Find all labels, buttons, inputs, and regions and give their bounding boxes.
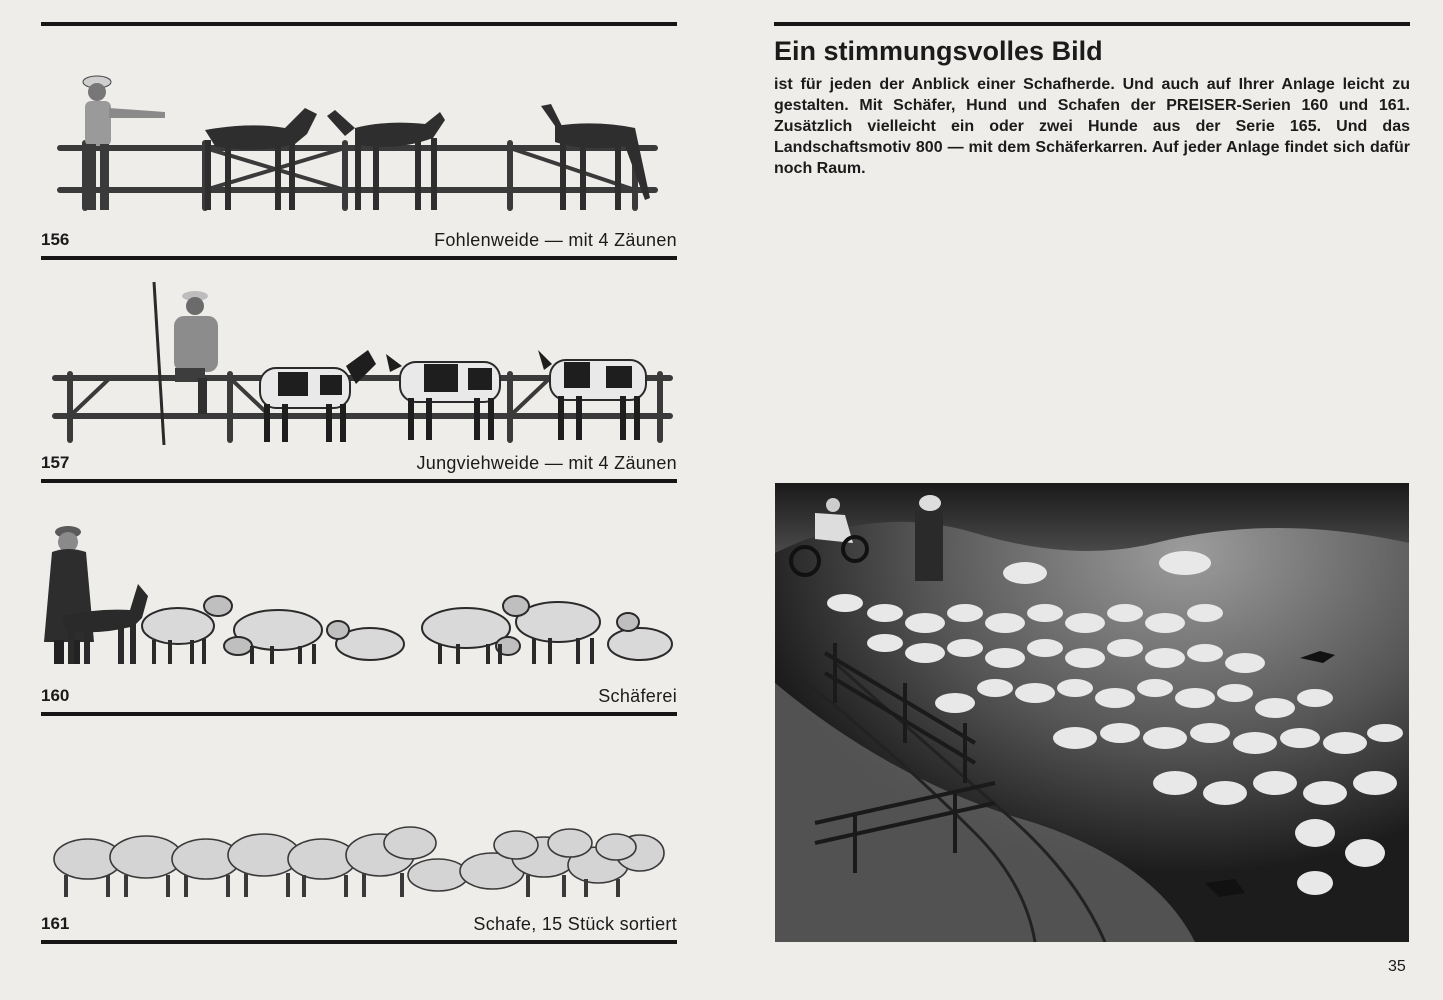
cattle-pasture-illustration xyxy=(50,280,675,445)
top-rule-left xyxy=(41,22,677,26)
divider-rule xyxy=(41,712,677,716)
product-number: 161 xyxy=(41,914,70,933)
product-number: 157 xyxy=(41,453,70,472)
article-title: Ein stimmungsvolles Bild xyxy=(774,36,1103,66)
product-caption: Jungviehweide — mit 4 Zäunen xyxy=(416,453,677,473)
product-caption: Fohlenweide — mit 4 Zäunen xyxy=(434,230,677,250)
divider-rule xyxy=(41,940,677,944)
product-caption: Schäferei xyxy=(598,686,677,706)
foal-pasture-illustration xyxy=(55,68,667,218)
shepherd-set-illustration xyxy=(38,522,678,672)
product-number: 156 xyxy=(41,230,70,249)
divider-rule xyxy=(41,256,677,260)
sheep-flock-illustration xyxy=(50,825,665,900)
top-rule-right xyxy=(774,22,1410,26)
product-number: 160 xyxy=(41,686,70,705)
page-number: 35 xyxy=(1388,958,1406,975)
sheep-herd-photo xyxy=(775,483,1409,942)
divider-rule xyxy=(41,479,677,483)
product-caption: Schafe, 15 Stück sortiert xyxy=(473,914,677,934)
article-body: ist für jeden der Anblick einer Schafherde. Und auch auf Ihrer Anlage leicht zu gestalten. Mit Schäfer, Hund und Schafen der PREISER-Serien 160 und 161. Zusätzlich vielleicht ein oder zwei Hunde aus der Serie 165. Und das Landschaftsmotiv 800 — mit dem Schäferkarren. Auf jeder Anlage findet sich dafür noch Raum. xyxy=(774,76,1410,177)
